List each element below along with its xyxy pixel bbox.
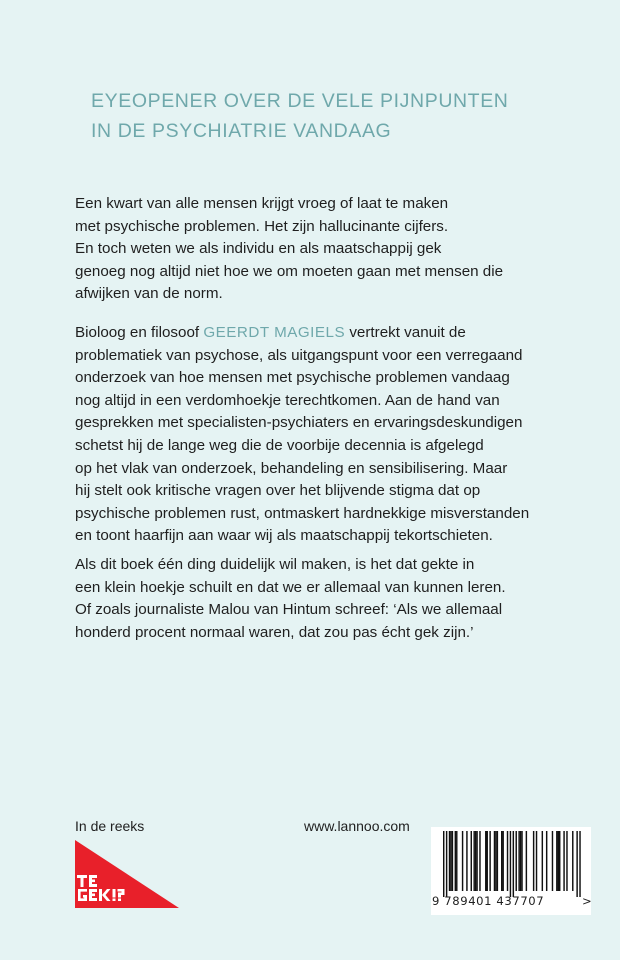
author-name: GEERDT MAGIELS: [203, 324, 346, 341]
barcode-bar: [559, 831, 560, 891]
barcode-bar: [526, 831, 527, 891]
text-line: Of zoals journaliste Malou van Hintum schreef: ‘Als we allemaal: [75, 601, 503, 619]
text-line: Als dit boek één ding duidelijk wil maken, is het dat gekte in: [75, 556, 475, 573]
text-line: afwijken van de norm.: [75, 285, 223, 303]
barcode-bar: [533, 831, 534, 891]
website-link[interactable]: www.lannoo.com: [304, 818, 410, 834]
text-line: psychische problemen rust, ontmaskert hardnekkige misverstanden: [75, 504, 530, 522]
text-line: problematiek van psychose, als uitgangspunt voor een verregaand: [75, 346, 523, 364]
barcode-bar: [518, 831, 519, 891]
barcode-bar: [489, 831, 490, 891]
barcode-bar: [466, 831, 467, 891]
barcode-bar: [552, 831, 553, 891]
paragraph-intro: [75, 193, 595, 306]
barcode-bar: [446, 831, 447, 897]
barcode-bar: [510, 831, 511, 897]
barcode-bar: [452, 831, 453, 891]
barcode-bar: [456, 831, 457, 891]
text-line: Een kwart van alle mensen krijgt vroeg of laat te maken: [75, 195, 449, 212]
barcode-bar: [476, 831, 477, 891]
barcode-bar: [494, 831, 495, 891]
tagline-line-1: EYEOPENER OVER DE VELE PIJNPUNTEN: [91, 90, 509, 112]
text-line: op het vlak van onderzoek, behandeling en sensibilisering. Maar: [75, 459, 508, 477]
text-line: [75, 322, 595, 345]
tagline-line-2: IN DE PSYCHIATRIE VANDAAG: [91, 120, 392, 142]
text-fragment: vertrekt vanuit de: [345, 324, 466, 341]
barcode-bar: [579, 831, 580, 897]
barcode-bar: [521, 831, 522, 891]
barcode-bar: [485, 831, 486, 891]
barcode-bar: [497, 831, 498, 891]
barcode-bar: [542, 831, 543, 891]
barcode-bar: [487, 831, 488, 891]
barcode-bar: [576, 831, 577, 897]
text-line: nog altijd in een verdomhoekje terechtkomen. Aan de hand van: [75, 391, 500, 409]
barcode-bar: [546, 831, 547, 891]
text-line: onderzoek van hoe mensen met psychische problemen vandaag: [75, 369, 510, 387]
text-fragment: Bioloog en filosoof: [75, 324, 204, 341]
text-line: En toch weten we als individu en als maatschappij gek: [75, 240, 442, 258]
text-line: genoeg nog altijd niet hoe we om moeten gaan met mensen die: [75, 262, 504, 280]
isbn-arrow: >: [582, 894, 592, 908]
barcode-bar: [462, 831, 463, 891]
isbn-number: 9 789401 437707: [432, 894, 545, 908]
paragraph-quote: [75, 554, 595, 644]
text-line: en toont haarfijn aan waar wij als maatschappij tekortschieten.: [75, 527, 493, 545]
barcode-bar: [475, 831, 476, 891]
text-line: gesprekken met specialisten-psychiaters en ervaringsdeskundigen: [75, 414, 523, 432]
barcode-bar: [572, 831, 573, 891]
series-label: In de reeks: [75, 818, 145, 834]
barcode-bar: [566, 831, 567, 891]
barcode-bar: [495, 831, 496, 891]
barcode-bar: [536, 831, 537, 891]
barcode-bar: [450, 831, 451, 891]
barcode-bar: [502, 831, 503, 891]
barcode-bar: [501, 831, 502, 891]
barcode-bar: [471, 831, 472, 891]
barcode-bar: [558, 831, 559, 891]
barcode-bar: [513, 831, 514, 897]
barcode-bar: [449, 831, 450, 891]
barcode-bar: [443, 831, 444, 897]
barcode-bar: [563, 831, 564, 891]
tagline-heading: [91, 86, 591, 146]
text-line: honderd procent normaal waren, dat zou pas écht gek zijn.’: [75, 623, 474, 641]
barcode-bar: [479, 831, 480, 891]
barcode-bar: [556, 831, 557, 891]
paragraph-author: [75, 322, 595, 548]
barcode-bar: [516, 831, 517, 891]
barcode-bar: [455, 831, 456, 891]
barcode-bar: [520, 831, 521, 891]
text-line: schetst hij de lange weg die de voorbije decennia is afgelegd: [75, 436, 484, 454]
te-gek-logo: [75, 840, 179, 910]
text-line: hij stelt ook kritische vragen over het blijvende stigma dat op: [75, 482, 481, 500]
text-line: met psychische problemen. Het zijn hallucinante cijfers.: [75, 217, 449, 235]
barcode-bar: [473, 831, 474, 891]
text-line: een klein hoekje schuilt en dat we er allemaal van kunnen leren.: [75, 578, 506, 596]
barcode-bar: [507, 831, 508, 891]
